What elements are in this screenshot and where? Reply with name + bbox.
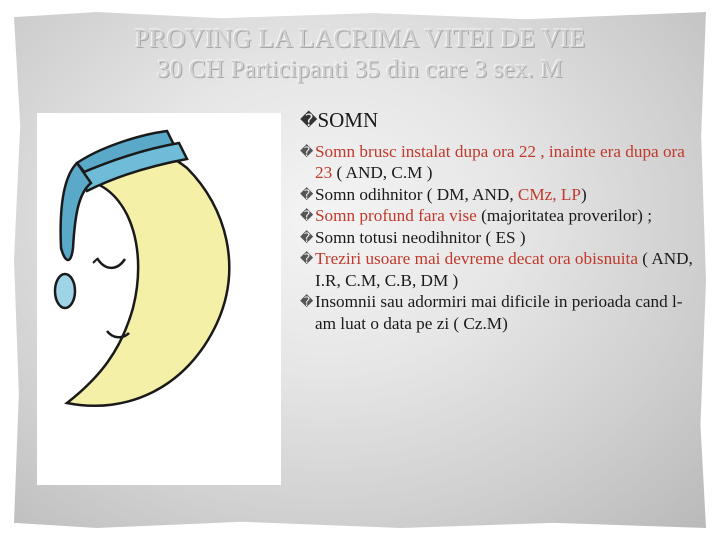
bullet-marker-icon: � <box>300 229 314 245</box>
slide-title: PROVING LA LACRIMA VITEI DE VIE <box>134 24 586 53</box>
nightcap-tip-icon <box>61 163 91 260</box>
bullet-list <box>300 141 695 335</box>
bullet-text: Somn brusc instalat dupa ora 22 , <box>315 141 549 161</box>
bullet-text: ) <box>580 184 587 204</box>
bullet-text: Somn profund fara vise <box>315 206 482 225</box>
heading-text: SOMN <box>317 108 379 132</box>
sleeping-moon-icon <box>37 113 281 485</box>
bullet-item <box>300 291 695 334</box>
bullet-item <box>300 227 695 249</box>
closed-eye-icon <box>97 258 125 268</box>
bullet-text: ( AND, C.M ) <box>336 163 433 182</box>
bullet-item <box>300 184 695 206</box>
bullet-text: Somn totusi neodihnitor ( ES ) <box>315 227 526 247</box>
slide-subtitle: 30 CH Participanti 35 din care 3 sex. M <box>157 56 563 83</box>
bullet-text: Insomnii sau adormiri mai dificile in perioada cand l-am luat o data pe zi ( Cz.M) <box>315 292 683 333</box>
section-heading <box>300 110 695 132</box>
bullet-text: ( AND, I.R, C.M, C.B, DM ) <box>315 249 693 290</box>
bullet-marker-icon: � <box>300 294 314 309</box>
bullet-text: CMz, LP <box>517 184 581 204</box>
bullet-marker-icon: � <box>300 143 314 159</box>
bullet-marker-icon: � <box>300 186 314 202</box>
sleeping-moon-image <box>37 113 281 485</box>
bullet-marker-icon: � <box>300 251 314 266</box>
bullet-marker-icon: � <box>300 208 314 223</box>
pompom-icon <box>55 274 75 308</box>
bullet-item <box>300 205 695 227</box>
bullet-text: inainte era dupa ora 23 <box>315 141 685 182</box>
bullet-item <box>300 248 695 291</box>
bullet-item <box>300 141 695 184</box>
bullet-text: Treziri usoare mai devreme decat ora obisnuita <box>315 249 643 268</box>
content-area <box>300 110 695 334</box>
heading-marker-icon: � <box>300 111 318 130</box>
bullet-text: (majoritatea proverilor) ; <box>481 206 652 225</box>
bullet-text: Somn odihnitor ( DM, AND, <box>315 184 518 204</box>
